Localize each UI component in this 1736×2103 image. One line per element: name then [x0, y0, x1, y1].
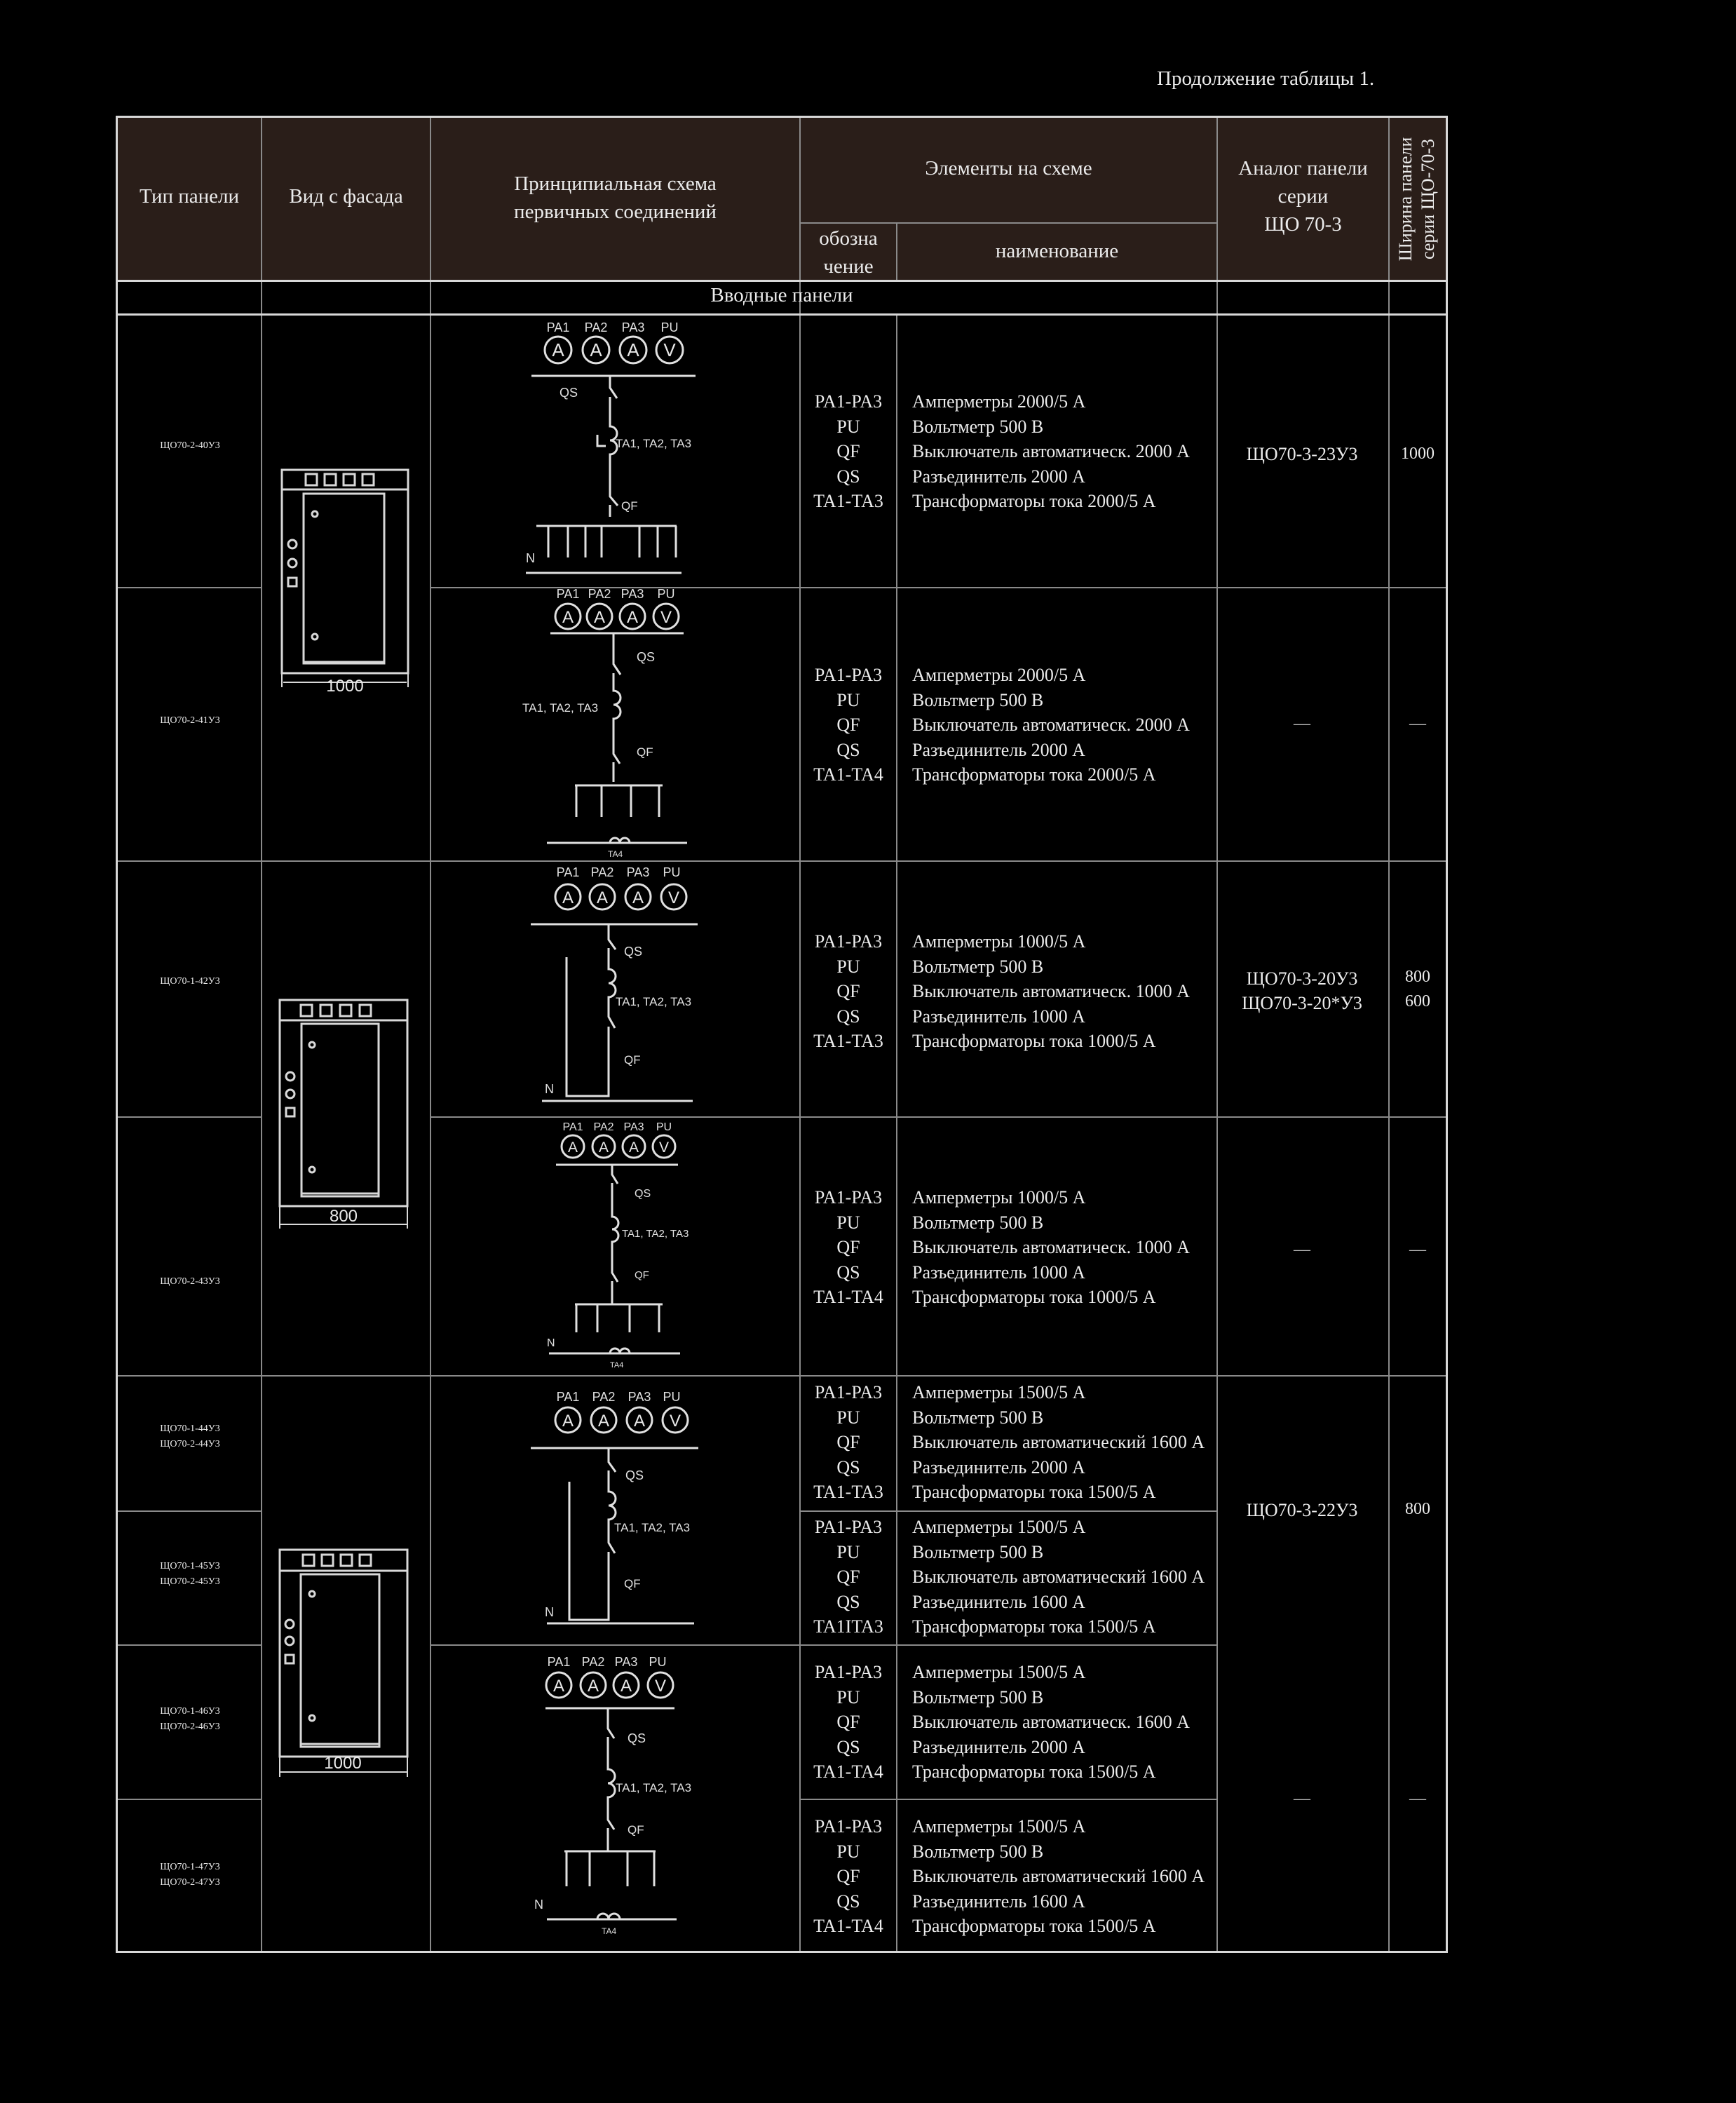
element-code: QS	[836, 1891, 860, 1912]
svg-text:PU: PU	[656, 1121, 672, 1133]
element-name: Выключатель автоматический 1600 А	[912, 1432, 1205, 1452]
svg-text:N: N	[547, 1337, 555, 1349]
svg-text:QF: QF	[621, 499, 638, 513]
panel-type-line: ЩО70-2-46У3	[160, 1722, 220, 1732]
element-code: PA1-PA3	[814, 1517, 883, 1537]
svg-text:PA2: PA2	[588, 587, 611, 601]
element-names	[912, 1380, 1228, 1505]
header-width	[1390, 119, 1444, 279]
scheme-diagram	[519, 1651, 708, 1939]
svg-text:PU: PU	[663, 1390, 681, 1404]
svg-text:TA1, TA2, TA3: TA1, TA2, TA3	[522, 701, 599, 715]
svg-text:PA2: PA2	[581, 1655, 605, 1669]
row-divider	[118, 1510, 262, 1512]
svg-text:PA2: PA2	[593, 1121, 614, 1133]
element-name: Разъединитель 2000 А	[912, 1736, 1085, 1757]
element-code: PU	[836, 1686, 860, 1708]
element-code: QS	[836, 1006, 860, 1027]
panel-type: ЩО70-2-41У3	[160, 715, 220, 726]
panel-width-line: 800	[1405, 968, 1430, 986]
element-name: Трансформаторы тока 1500/5 А	[912, 1916, 1156, 1936]
element-name: Выключатель автоматическ. 1000 А	[912, 981, 1190, 1001]
analog-panel-line: ЩО70-3-20*У3	[1242, 993, 1362, 1013]
analog-panel: —	[1294, 715, 1310, 733]
element-name: Разъединитель 1000 А	[912, 1006, 1085, 1027]
element-codes	[801, 1515, 896, 1639]
svg-text:A: A	[587, 1677, 599, 1696]
element-name: Амперметры 2000/5 А	[912, 391, 1086, 412]
panel-type	[118, 1704, 262, 1735]
facade-width-label: 1000	[324, 1754, 362, 1773]
panel-type-line: ЩО70-1-44У3	[160, 1424, 220, 1434]
svg-text:TA1, TA2, TA3: TA1, TA2, TA3	[614, 1521, 691, 1534]
svg-text:V: V	[654, 1677, 667, 1696]
facade-width-label: 800	[329, 1207, 358, 1226]
panel-width: 1000	[1401, 445, 1435, 463]
element-code: PA1-PA3	[814, 1662, 883, 1682]
element-code: TA1-TA4	[813, 1916, 883, 1936]
svg-text:A: A	[598, 1140, 609, 1156]
element-names	[912, 1185, 1228, 1310]
element-code: TA1-TA3	[813, 491, 883, 511]
panel-type: ЩО70-2-43У3	[160, 1276, 220, 1287]
element-name: Выключатель автоматический 1600 А	[912, 1866, 1205, 1886]
element-code: PA1-PA3	[814, 391, 883, 412]
element-name: Разъединитель 2000 А	[912, 739, 1085, 760]
analog-panel: ЩО70-3-22У3	[1246, 1500, 1358, 1520]
row-divider	[799, 1799, 1218, 1800]
element-name: Трансформаторы тока 1000/5 А	[912, 1031, 1156, 1051]
header-width-line1: Ширина панели	[1395, 137, 1416, 262]
element-code: QF	[836, 1237, 860, 1257]
column-divider	[430, 118, 431, 1951]
row-divider	[118, 587, 262, 588]
scheme-diagram	[519, 863, 708, 1115]
svg-text:PU: PU	[660, 320, 679, 334]
row-divider	[430, 1644, 1218, 1646]
element-name: Разъединитель 1600 А	[912, 1891, 1085, 1912]
element-name: Амперметры 1500/5 А	[912, 1517, 1086, 1537]
svg-text:TA1, TA2, TA3: TA1, TA2, TA3	[622, 1228, 689, 1240]
element-names	[912, 929, 1228, 1054]
element-code: QF	[836, 1432, 860, 1452]
panel-type-line: ЩО70-1-45У3	[160, 1561, 220, 1571]
element-name: Вольтметр 500 В	[912, 416, 1044, 437]
header-bottom-line	[116, 280, 1448, 282]
svg-text:PA1: PA1	[556, 587, 580, 601]
element-name: Выключатель автоматическ. 2000 А	[912, 715, 1190, 735]
row-divider	[118, 1116, 262, 1118]
analog-panel	[1218, 966, 1386, 1015]
svg-text:QS: QS	[637, 650, 656, 664]
element-codes	[801, 929, 896, 1054]
svg-text:A: A	[597, 1412, 610, 1431]
element-name: Трансформаторы тока 2000/5 А	[912, 764, 1156, 785]
panel-type: ЩО70-2-40У3	[160, 440, 220, 451]
svg-text:QF: QF	[624, 1577, 641, 1590]
panel-width	[1389, 965, 1446, 1014]
element-name: Амперметры 1000/5 А	[912, 1187, 1086, 1208]
element-code: QF	[836, 441, 860, 461]
element-names	[912, 1515, 1228, 1639]
svg-text:QF: QF	[637, 745, 653, 759]
svg-text:V: V	[669, 1412, 681, 1431]
element-names	[912, 1814, 1228, 1939]
element-name: Вольтметр 500 В	[912, 1407, 1044, 1428]
element-code: TA1ITA3	[813, 1616, 883, 1637]
scheme-diagram	[519, 586, 708, 859]
svg-text:PA3: PA3	[626, 865, 650, 879]
element-codes	[801, 1185, 896, 1310]
svg-text:PA2: PA2	[584, 320, 608, 334]
header-scheme-line2: первичных соединений	[514, 201, 717, 223]
element-name: Выключатель автоматическ. 2000 А	[912, 441, 1190, 461]
header-designation-line1: обозна	[819, 227, 878, 250]
element-code: QF	[836, 1866, 860, 1886]
column-divider	[1388, 118, 1390, 1951]
element-codes	[801, 1380, 896, 1505]
svg-text:N: N	[545, 1605, 554, 1619]
svg-text:TA1, TA2, TA3: TA1, TA2, TA3	[616, 995, 692, 1008]
element-name: Разъединитель 2000 А	[912, 466, 1085, 487]
element-code: PU	[836, 1841, 860, 1862]
svg-text:PU: PU	[663, 865, 681, 879]
panel-type-line: ЩО70-2-45У3	[160, 1576, 220, 1587]
element-name: Трансформаторы тока 1500/5 А	[912, 1616, 1156, 1637]
panel-width: —	[1409, 1240, 1426, 1259]
header-facade: Вид с фасада	[289, 185, 403, 208]
scheme-diagram	[519, 1385, 708, 1637]
svg-text:A: A	[620, 1677, 632, 1696]
panel-type	[118, 1559, 262, 1590]
element-code: TA1-TA4	[813, 764, 883, 785]
svg-text:A: A	[552, 1677, 565, 1696]
panel-width: 800	[1405, 1500, 1430, 1518]
scheme-diagram	[519, 316, 708, 586]
svg-text:V: V	[667, 888, 680, 907]
row-divider	[118, 1799, 262, 1800]
svg-text:A: A	[562, 1412, 574, 1431]
svg-text:QF: QF	[628, 1823, 644, 1837]
element-name: Амперметры 1000/5 А	[912, 931, 1086, 952]
facade-drawing	[276, 1543, 416, 1781]
svg-text:V: V	[658, 1140, 670, 1156]
svg-text:PA2: PA2	[590, 865, 614, 879]
header-scheme	[431, 170, 799, 226]
element-name: Разъединитель 1000 А	[912, 1262, 1085, 1283]
svg-text:A: A	[632, 888, 644, 907]
svg-text:QS: QS	[625, 1468, 644, 1482]
element-name: Вольтметр 500 В	[912, 1541, 1044, 1562]
panel-width: —	[1409, 1790, 1426, 1808]
element-code: PA1-PA3	[814, 1187, 883, 1208]
element-code: PA1-PA3	[814, 1382, 883, 1402]
header-designation	[801, 224, 896, 280]
svg-text:PA1: PA1	[556, 1390, 580, 1404]
element-name: Трансформаторы тока 1500/5 А	[912, 1482, 1156, 1502]
svg-text:A: A	[562, 608, 574, 627]
element-name: Трансформаторы тока 1000/5 А	[912, 1287, 1156, 1307]
row-divider	[118, 860, 1446, 862]
analog-panel-line: ЩО70-3-20У3	[1246, 968, 1358, 989]
svg-text:QF: QF	[635, 1269, 649, 1281]
element-code: PA1-PA3	[814, 931, 883, 952]
element-code: PU	[836, 1541, 860, 1562]
svg-text:PA3: PA3	[623, 1121, 644, 1133]
header-analog	[1218, 154, 1388, 238]
header-scheme-line1: Принципиальная схема	[514, 173, 717, 195]
svg-text:PU: PU	[657, 587, 675, 601]
panel-type-line: ЩО70-2-44У3	[160, 1439, 220, 1449]
section-bottom-line	[116, 313, 1448, 316]
element-name: Вольтметр 500 В	[912, 1841, 1044, 1862]
header-analog-line3: ЩО 70-3	[1264, 213, 1342, 236]
svg-text:A: A	[626, 608, 639, 627]
svg-text:A: A	[552, 339, 564, 360]
table-caption: Продолжение таблицы 1.	[1157, 67, 1375, 90]
row-divider	[118, 1375, 1446, 1377]
facade-width-label: 1000	[326, 677, 364, 696]
svg-text:QS: QS	[560, 386, 578, 400]
svg-text:PA1: PA1	[547, 1655, 571, 1669]
svg-text:QF: QF	[624, 1053, 641, 1067]
svg-text:TA4: TA4	[610, 1361, 624, 1370]
header-analog-line1: Аналог панели	[1238, 157, 1368, 180]
element-codes	[801, 1660, 896, 1785]
element-code: PA1-PA3	[814, 665, 883, 685]
panel-type-line: ЩО70-1-47У3	[160, 1862, 220, 1872]
section-title: Вводные панели	[710, 284, 853, 306]
svg-text:A: A	[628, 1140, 639, 1156]
panel-type	[118, 1860, 262, 1891]
element-name: Амперметры 1500/5 А	[912, 1382, 1086, 1402]
element-names	[912, 389, 1228, 514]
svg-text:A: A	[596, 888, 609, 907]
header-elements: Элементы на схеме	[925, 157, 1092, 180]
panel-type	[118, 1421, 262, 1452]
svg-text:PA3: PA3	[621, 320, 645, 334]
svg-text:PA1: PA1	[556, 865, 580, 879]
svg-text:V: V	[660, 608, 672, 627]
svg-text:A: A	[567, 1140, 578, 1156]
header-width-line2: серии ЩО-70-3	[1418, 138, 1438, 260]
element-name: Выключатель автоматический 1600 А	[912, 1567, 1205, 1587]
header-panel-type: Тип панели	[139, 185, 240, 208]
element-names	[912, 1660, 1228, 1785]
element-code: PA1-PA3	[814, 1816, 883, 1837]
element-code: TA1-TA3	[813, 1031, 883, 1051]
svg-text:TA1, TA2, TA3: TA1, TA2, TA3	[616, 1781, 692, 1794]
element-name: Вольтметр 500 В	[912, 1686, 1044, 1708]
element-code: QF	[836, 715, 860, 735]
element-codes	[801, 663, 896, 787]
element-names	[912, 663, 1228, 787]
element-name: Выключатель автоматическ. 1000 А	[912, 1237, 1190, 1257]
svg-text:N: N	[545, 1082, 554, 1096]
element-name: Амперметры 1500/5 А	[912, 1662, 1086, 1682]
svg-text:A: A	[590, 339, 602, 360]
svg-text:TA4: TA4	[602, 1926, 617, 1936]
element-codes	[801, 1814, 896, 1939]
svg-text:PU: PU	[649, 1655, 667, 1669]
element-name: Разъединитель 1600 А	[912, 1591, 1085, 1612]
row-divider	[118, 1644, 262, 1646]
svg-text:PA3: PA3	[614, 1655, 638, 1669]
panel-type-line: ЩО70-1-46У3	[160, 1706, 220, 1717]
element-name: Вольтметр 500 В	[912, 689, 1044, 710]
element-code: TA1-TA4	[813, 1761, 883, 1782]
svg-text:A: A	[562, 888, 574, 907]
panel-type-line: ЩО70-2-47У3	[160, 1877, 220, 1888]
element-code: QF	[836, 1567, 860, 1587]
facade-drawing	[276, 996, 416, 1234]
element-code: PU	[836, 1407, 860, 1428]
element-codes	[801, 389, 896, 514]
svg-text:PA3: PA3	[621, 587, 644, 601]
element-name: Разъединитель 2000 А	[912, 1456, 1085, 1477]
element-name: Трансформаторы тока 1500/5 А	[912, 1761, 1156, 1782]
svg-text:TA4: TA4	[608, 849, 623, 859]
element-code: QF	[836, 1712, 860, 1732]
svg-text:N: N	[526, 551, 535, 565]
panel-width: —	[1409, 715, 1426, 733]
element-code: QS	[836, 1736, 860, 1757]
facade-drawing	[277, 463, 417, 701]
svg-text:PA2: PA2	[592, 1390, 616, 1404]
svg-text:A: A	[593, 608, 606, 627]
svg-text:V: V	[663, 339, 676, 360]
svg-text:PA1: PA1	[546, 320, 570, 334]
element-name: Вольтметр 500 В	[912, 956, 1044, 977]
row-divider	[430, 1116, 1446, 1118]
svg-text:N: N	[534, 1898, 543, 1912]
element-code: QS	[836, 466, 860, 487]
element-code: PU	[836, 416, 860, 437]
element-name: Амперметры 2000/5 А	[912, 665, 1086, 685]
element-code: QS	[836, 1591, 860, 1612]
header-name: наименование	[995, 240, 1119, 262]
element-code: PU	[836, 956, 860, 977]
svg-text:QS: QS	[624, 945, 643, 959]
element-code: QS	[836, 1262, 860, 1283]
column-divider	[261, 118, 262, 1951]
panel-type: ЩО70-1-42У3	[160, 976, 220, 987]
element-code: TA1-TA4	[813, 1287, 883, 1307]
svg-text:QS: QS	[628, 1731, 646, 1745]
svg-text:A: A	[627, 339, 639, 360]
scheme-diagram	[519, 1118, 708, 1374]
analog-panel: ЩО70-3-23У3	[1246, 444, 1358, 464]
svg-text:A: A	[633, 1412, 646, 1431]
svg-text:PA1: PA1	[562, 1121, 583, 1133]
element-code: PU	[836, 1212, 860, 1233]
element-name: Выключатель автоматическ. 1600 А	[912, 1712, 1190, 1732]
svg-text:PA3: PA3	[628, 1390, 651, 1404]
element-name: Амперметры 1500/5 А	[912, 1816, 1086, 1837]
analog-panel: —	[1294, 1240, 1310, 1259]
column-divider	[896, 314, 897, 1951]
header-analog-line2: серии	[1277, 185, 1329, 208]
element-name: Трансформаторы тока 2000/5 А	[912, 491, 1156, 511]
analog-panel: —	[1294, 1790, 1310, 1808]
element-code: QF	[836, 981, 860, 1001]
svg-text:QS: QS	[635, 1188, 651, 1200]
header-designation-line2: чение	[823, 255, 874, 278]
element-name: Вольтметр 500 В	[912, 1212, 1044, 1233]
element-code: PU	[836, 689, 860, 710]
element-code: TA1-TA3	[813, 1482, 883, 1502]
header-divider	[799, 222, 1218, 224]
panel-width-line: 600	[1405, 992, 1430, 1010]
element-code: QS	[836, 739, 860, 760]
row-divider	[799, 1510, 1218, 1512]
element-code: QS	[836, 1456, 860, 1477]
svg-text:TA1, TA2, TA3: TA1, TA2, TA3	[616, 437, 692, 450]
